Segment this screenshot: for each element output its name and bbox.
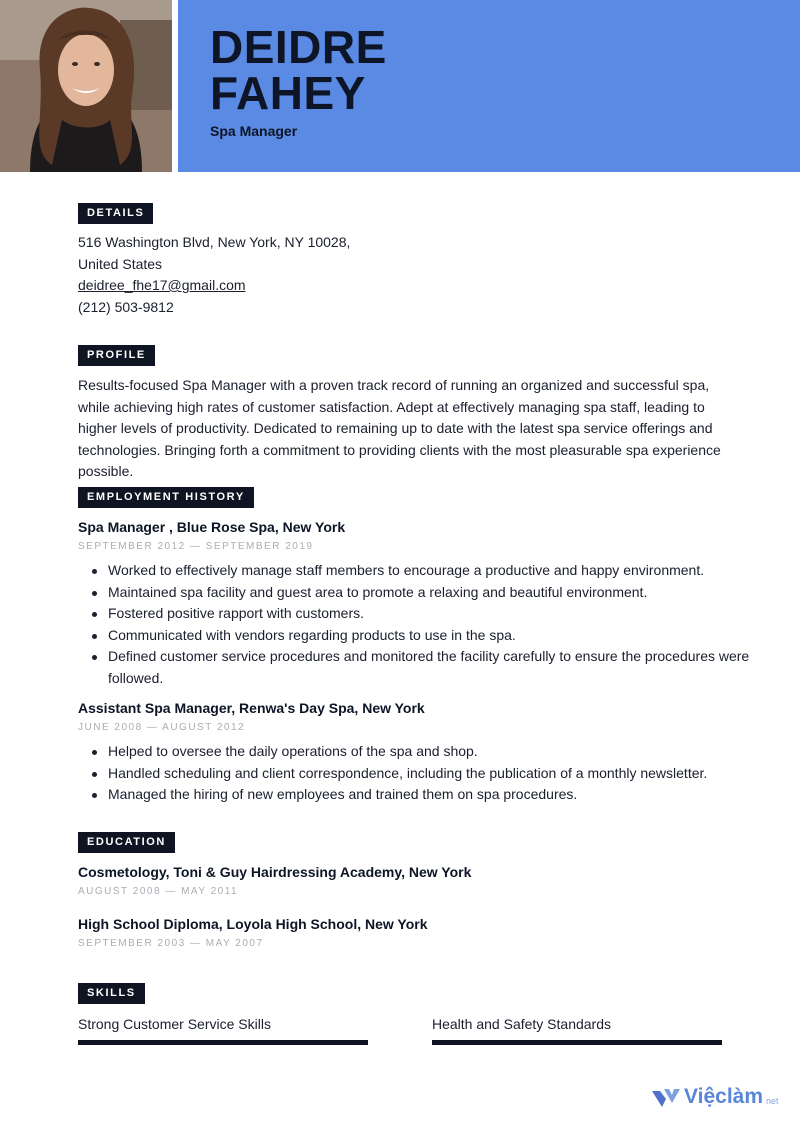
education-heading: EDUCATION (78, 832, 175, 853)
profile-photo (0, 0, 172, 172)
list-item: Worked to effectively manage staff members to encourage a productive and happy environment. (108, 560, 758, 582)
resume-header (0, 0, 800, 172)
list-item: Defined customer service procedures and monitored the facility carefully to ensure the procedures were followed. (108, 646, 758, 689)
list-item: Communicated with vendors regarding products to use in the spa. (108, 625, 758, 647)
vieclam-watermark (652, 1085, 792, 1111)
phone-number: (212) 503-9812 (78, 299, 174, 315)
education-1-title: Cosmetology, Toni & Guy Hairdressing Academy, New York (78, 864, 472, 880)
skill-2-bar (432, 1040, 722, 1045)
education-2-title: High School Diploma, Loyola High School, New York (78, 916, 428, 932)
skill-1-bar (78, 1040, 368, 1045)
job-1-bullets (78, 560, 758, 689)
candidate-name (210, 21, 387, 119)
list-item: Handled scheduling and client correspondence, including the publication of a monthly newsletter. (108, 763, 758, 785)
employment-heading: EMPLOYMENT HISTORY (78, 487, 254, 508)
job-2-dates: JUNE 2008 — AUGUST 2012 (78, 722, 246, 733)
vieclam-logo-icon (652, 1087, 680, 1109)
education-1-dates: AUGUST 2008 — MAY 2011 (78, 886, 239, 897)
candidate-job-title: Spa Manager (210, 123, 298, 139)
list-item: Managed the hiring of new employees and trained them on spa procedures. (108, 784, 758, 806)
name-last: FAHEY (210, 67, 366, 119)
job-1-title: Spa Manager , Blue Rose Spa, New York (78, 519, 346, 535)
email-link[interactable]: deidree_fhe17@gmail.com (78, 277, 246, 293)
profile-heading: PROFILE (78, 345, 155, 366)
address-line-1: 516 Washington Blvd, New York, NY 10028, (78, 234, 351, 250)
skill-2-name: Health and Safety Standards (432, 1016, 612, 1032)
list-item: Fostered positive rapport with customers. (108, 603, 758, 625)
name-first: DEIDRE (210, 21, 387, 73)
watermark-brand: Việclàm (684, 1085, 764, 1108)
skill-1-name: Strong Customer Service Skills (78, 1016, 271, 1032)
job-2-bullets (78, 741, 758, 806)
skills-heading: SKILLS (78, 983, 145, 1004)
job-1-dates: SEPTEMBER 2012 — SEPTEMBER 2019 (78, 541, 314, 552)
portrait-image (0, 0, 172, 172)
education-2-dates: SEPTEMBER 2003 — MAY 2007 (78, 938, 264, 949)
watermark-suffix: net (766, 1096, 779, 1106)
address-line-2: United States (78, 256, 163, 272)
profile-summary: Results-focused Spa Manager with a proven track record of running an organized and successful spa, while achieving high rates of customer satisfaction. Adept at effectively managing spa staff, leading to higher levels of productivity. Dedicated to remaining up to date with the latest spa service offerings and technologies. Bringing forth a commitment to providing clients with the most pleasurable spa experience possible. (78, 377, 721, 479)
list-item: Helped to oversee the daily operations of the spa and shop. (108, 741, 758, 763)
details-heading: DETAILS (78, 203, 153, 224)
job-2-title: Assistant Spa Manager, Renwa's Day Spa, New York (78, 700, 425, 716)
list-item: Maintained spa facility and guest area to promote a relaxing and beautiful environment. (108, 582, 758, 604)
